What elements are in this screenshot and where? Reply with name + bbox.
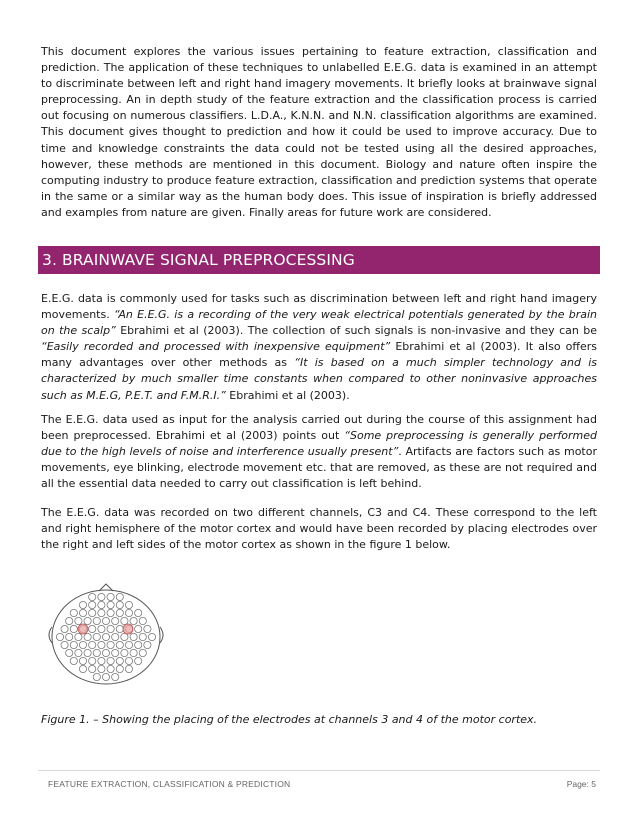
electrode bbox=[89, 665, 96, 672]
electrode bbox=[121, 617, 128, 624]
paragraph-channels: The E.E.G. data was recorded on two different channels, C3 and C4. These correspond to the left and right hemisphere of the motor cortex and would have been recorded by placing electrodes over the right and left sides of the motor cortex as shown in the figure 1 below. bbox=[41, 506, 597, 552]
electrode bbox=[125, 665, 132, 672]
electrode bbox=[79, 657, 86, 664]
electrode bbox=[61, 625, 68, 632]
electrode-placement-figure bbox=[44, 583, 168, 687]
electrode-diagram bbox=[44, 583, 168, 687]
electrode bbox=[125, 641, 132, 648]
electrode bbox=[66, 617, 73, 624]
footer-title: FEATURE EXTRACTION, CLASSIFICATION & PREDICTION bbox=[48, 779, 291, 789]
electrode bbox=[116, 593, 123, 600]
electrode bbox=[70, 641, 77, 648]
electrode bbox=[70, 625, 77, 632]
electrode bbox=[112, 649, 119, 656]
electrode bbox=[125, 609, 132, 616]
electrode bbox=[98, 625, 105, 632]
p1-text-2: Ebrahimi et al (2003). The collection of such signals is non-invasive and they can be bbox=[115, 324, 597, 338]
electrode bbox=[75, 649, 82, 656]
p1-text-4: Ebrahimi et al (2003). bbox=[225, 388, 350, 402]
electrode-c3-highlight bbox=[78, 624, 88, 634]
electrode bbox=[102, 633, 109, 640]
electrode bbox=[139, 633, 146, 640]
electrode bbox=[75, 617, 82, 624]
electrode bbox=[102, 617, 109, 624]
electrode bbox=[79, 665, 86, 672]
electrode bbox=[121, 633, 128, 640]
electrode bbox=[79, 601, 86, 608]
p1-text-3: Ebrahimi et al (2003). It also offers many advantages over other methods as bbox=[41, 340, 597, 370]
paragraph-preprocessing bbox=[41, 412, 597, 492]
electrode bbox=[107, 593, 114, 600]
electrode bbox=[107, 625, 114, 632]
p2-text-2: . Artifacts are factors such as motor movements, eye blinking, electrode movement etc. that are removed, as these are not required and all the essential data needed to carry out classification is left behind. bbox=[41, 445, 597, 491]
page-number: Page: 5 bbox=[566, 779, 596, 789]
p1-quote-3: “It is based on a much simpler technology and is characterized by much smaller time constants when compared to other noninvasive approaches such as M.E.G, P.E.T. and F.M.R.I.” bbox=[41, 356, 597, 402]
electrode-c4-highlight bbox=[123, 624, 133, 634]
electrode bbox=[98, 665, 105, 672]
electrode bbox=[89, 641, 96, 648]
electrode bbox=[148, 633, 155, 640]
electrode bbox=[79, 641, 86, 648]
electrode bbox=[89, 657, 96, 664]
electrode bbox=[112, 617, 119, 624]
electrode bbox=[144, 625, 151, 632]
electrode bbox=[66, 649, 73, 656]
electrode bbox=[116, 641, 123, 648]
electrode bbox=[93, 633, 100, 640]
electrode bbox=[84, 649, 91, 656]
electrode bbox=[144, 641, 151, 648]
electrode bbox=[116, 657, 123, 664]
electrode bbox=[70, 657, 77, 664]
electrode bbox=[89, 609, 96, 616]
electrode bbox=[135, 609, 142, 616]
electrode bbox=[112, 673, 119, 680]
p1-quote-1: “An E.E.G. is a recording of the very weak electrical potentials generated by the brain on the scalp” bbox=[41, 308, 597, 338]
electrode bbox=[139, 649, 146, 656]
electrode bbox=[56, 633, 63, 640]
section-heading-text: 3. BRAINWAVE SIGNAL PREPROCESSING bbox=[42, 251, 355, 269]
electrode bbox=[89, 625, 96, 632]
electrode bbox=[121, 649, 128, 656]
electrode bbox=[112, 633, 119, 640]
electrode bbox=[84, 617, 91, 624]
electrode bbox=[130, 649, 137, 656]
paragraph-eeg-overview bbox=[41, 291, 597, 404]
electrode bbox=[116, 609, 123, 616]
p1-text-1: E.E.G. data is commonly used for tasks such as discrimination between left and right hand imagery movements. bbox=[41, 292, 597, 322]
p2-quote-1: “Some preprocessing is generally performed due to the high levels of noise and interference usually present” bbox=[41, 429, 597, 459]
electrode bbox=[98, 641, 105, 648]
electrode bbox=[93, 673, 100, 680]
intro-paragraph: This document explores the various issues pertaining to feature extraction, classification and prediction. The application of these techniques to unlabelled E.E.G. data is examined in an attempt to discriminate between left and right hand imagery movements. It briefly looks at brainwave signal preprocessing. An in depth study of the feature extraction and the classification process is carried out focusing on numerous classifiers. L.D.A., K.N.N. and N.N. classification algorithms are examined. This document gives thought to prediction and how it could be used to improve accuracy. Due to time and knowledge constraints the data could not be tested using all the desired approaches, however, these methods are mentioned in this document. Biology and nature often inspire the computing industry to produce feature extraction, classification and prediction systems that operate in the same or a similar way as the human body does. This issue of inspiration is briefly addressed and examples from nature are given. Finally areas for future work are considered. bbox=[41, 45, 597, 219]
electrode bbox=[98, 593, 105, 600]
electrode bbox=[116, 601, 123, 608]
electrode bbox=[61, 641, 68, 648]
electrode bbox=[93, 617, 100, 624]
p2-text-1: The E.E.G. data used as input for the analysis carried out during the course of this assignment had been preprocessed. Ebrahimi et al (2003) points out bbox=[41, 413, 597, 443]
electrode bbox=[107, 665, 114, 672]
electrode bbox=[98, 657, 105, 664]
electrode bbox=[102, 649, 109, 656]
electrode bbox=[135, 657, 142, 664]
section-heading bbox=[38, 246, 600, 274]
electrode bbox=[116, 625, 123, 632]
electrode bbox=[107, 609, 114, 616]
electrode bbox=[102, 673, 109, 680]
electrode bbox=[89, 601, 96, 608]
electrode bbox=[125, 657, 132, 664]
electrode bbox=[130, 617, 137, 624]
figure-caption: Figure 1. – Showing the placing of the electrodes at channels 3 and 4 of the motor cortex. bbox=[41, 713, 538, 726]
page-footer bbox=[38, 770, 600, 795]
p1-quote-2: “Easily recorded and processed with inexpensive equipment” bbox=[41, 340, 391, 354]
electrode bbox=[125, 601, 132, 608]
electrode bbox=[84, 633, 91, 640]
electrode bbox=[130, 633, 137, 640]
electrode bbox=[79, 609, 86, 616]
electrode bbox=[116, 665, 123, 672]
electrode bbox=[107, 641, 114, 648]
electrode bbox=[139, 617, 146, 624]
electrode bbox=[89, 593, 96, 600]
head-outline bbox=[52, 590, 160, 684]
electrode bbox=[107, 601, 114, 608]
electrode bbox=[107, 657, 114, 664]
electrode bbox=[75, 633, 82, 640]
electrode bbox=[70, 609, 77, 616]
electrode bbox=[135, 625, 142, 632]
electrode bbox=[98, 601, 105, 608]
electrode bbox=[66, 633, 73, 640]
electrode bbox=[98, 609, 105, 616]
electrode bbox=[93, 649, 100, 656]
electrode bbox=[135, 641, 142, 648]
